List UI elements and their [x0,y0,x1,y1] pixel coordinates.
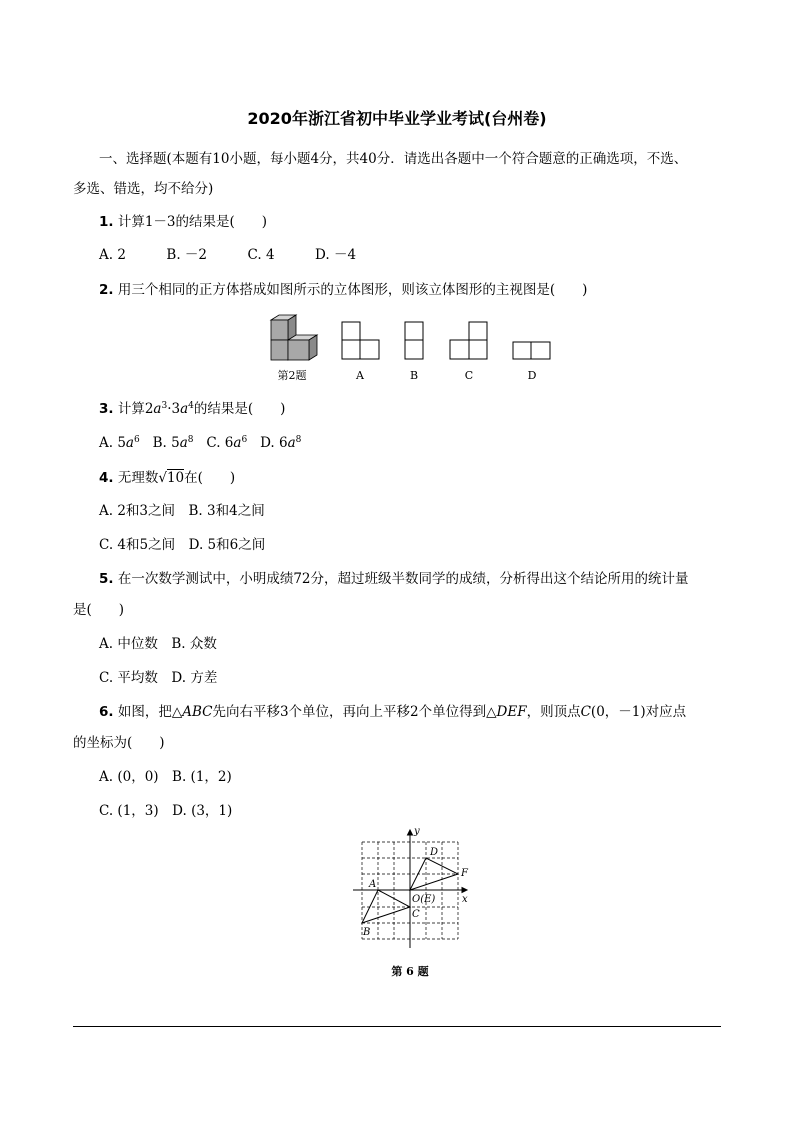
option-b: B. $5a^8$ [152,435,194,451]
point-c-label: C [412,909,420,920]
question-number: 4. [99,470,114,486]
footer-divider [73,1026,721,1027]
question-3-options [99,434,301,452]
option-a: A. $5a^6$ [99,435,140,451]
question-3 [99,400,285,418]
question-number: 2. [99,282,114,298]
figure-caption: 第 6 题 [391,965,429,978]
triangle-def: DEF [496,704,527,720]
sqrt-icon: √ [158,470,167,486]
option-label-c: C [464,369,474,382]
option-label-a: A [356,369,364,382]
y-axis-label: y [414,826,420,837]
option-b-view [405,322,423,359]
question-number: 6. [99,704,114,720]
question-4 [99,469,235,487]
question-number: 3. [99,401,114,417]
question-5 [99,570,689,588]
stem-text: ·3 [167,401,181,417]
exponent: 4 [188,401,194,411]
section-heading-line2: 多选、错选，均不给分) [73,181,214,197]
question-number: 5. [99,571,114,587]
stem-text: 计算2 [117,401,154,417]
question-4-options-row1: A. 2和3之间 B. 3和4之间 [99,503,265,519]
point-a-label: A [369,879,377,890]
variable: a [153,401,162,417]
stem-text: 无理数 [117,470,159,486]
question-1 [99,213,267,231]
question-6-options-row1: A. (0，0) B. (1，2) [99,769,232,785]
stem-text: 在( ) [184,470,236,486]
stem-text: 的结果是( ) [193,401,286,417]
point-d-label: D [430,847,439,858]
question-5-stem-line2: 是( ) [73,602,125,618]
option-c: C. $6a^6$ [206,435,248,451]
point-oe-label: O(E) [412,894,436,905]
option-label-d: D [527,369,537,382]
stem-text: (0，－1)对应点 [590,704,687,720]
x-axis-label: x [462,894,468,905]
option-label-b: B [409,369,419,382]
question-6-coordinate-figure [345,826,475,984]
question-6-stem-line2: 的坐标为( ) [73,735,165,751]
question-stem: 计算1－3的结果是( ) [117,214,268,230]
question-stem: 用三个相同的正方体搭成如图所示的立体图形，则该立体图形的主视图是( ) [117,282,588,298]
radicand: 10 [166,470,185,486]
option-d: D. $6a^8$ [260,435,302,451]
section-heading-line1: 一、选择题(本题有10小题，每小题4分，共40分．请选出各题中一个符合题意的正确选项，不选、 [99,151,688,167]
option-a-view [342,322,379,359]
point-f-label: F [461,868,468,879]
stem-text: 先向右平移3个单位，再向上平移2个单位得到△ [212,704,497,720]
question-stem: 在一次数学测试中，小明成绩72分，超过班级半数同学的成绩，分析得出这个结论所用的统计量 [117,571,689,587]
cube-solid-figure [271,315,317,360]
option-c-view [450,322,487,359]
question-4-options-row2: C. 4和5之间 D. 5和6之间 [99,537,266,553]
page-title: 2020年浙江省初中毕业学业考试(台州卷) [247,109,547,128]
option-d-view [513,342,550,359]
point-c: C [580,704,591,720]
exponent: 3 [161,401,168,411]
figure-caption: 第2题 [277,369,307,382]
question-5-options-row2: C. 平均数 D. 方差 [99,670,218,686]
question-6-options-row2: C. (1，3) D. (3，1) [99,803,233,819]
question-2 [99,281,587,299]
stem-text: ，则顶点 [526,704,581,720]
variable: a [180,401,189,417]
question-5-options-row1: A. 中位数 B. 众数 [99,636,217,652]
triangle-abc: ABC [182,704,213,720]
question-number: 1. [99,214,114,230]
point-b-label: B [363,927,371,938]
question-2-figure [262,312,562,388]
question-6 [99,703,686,721]
question-1-options: A. 2 B. －2 C. 4 D. －4 [99,247,357,263]
stem-text: 如图，把△ [117,704,183,720]
